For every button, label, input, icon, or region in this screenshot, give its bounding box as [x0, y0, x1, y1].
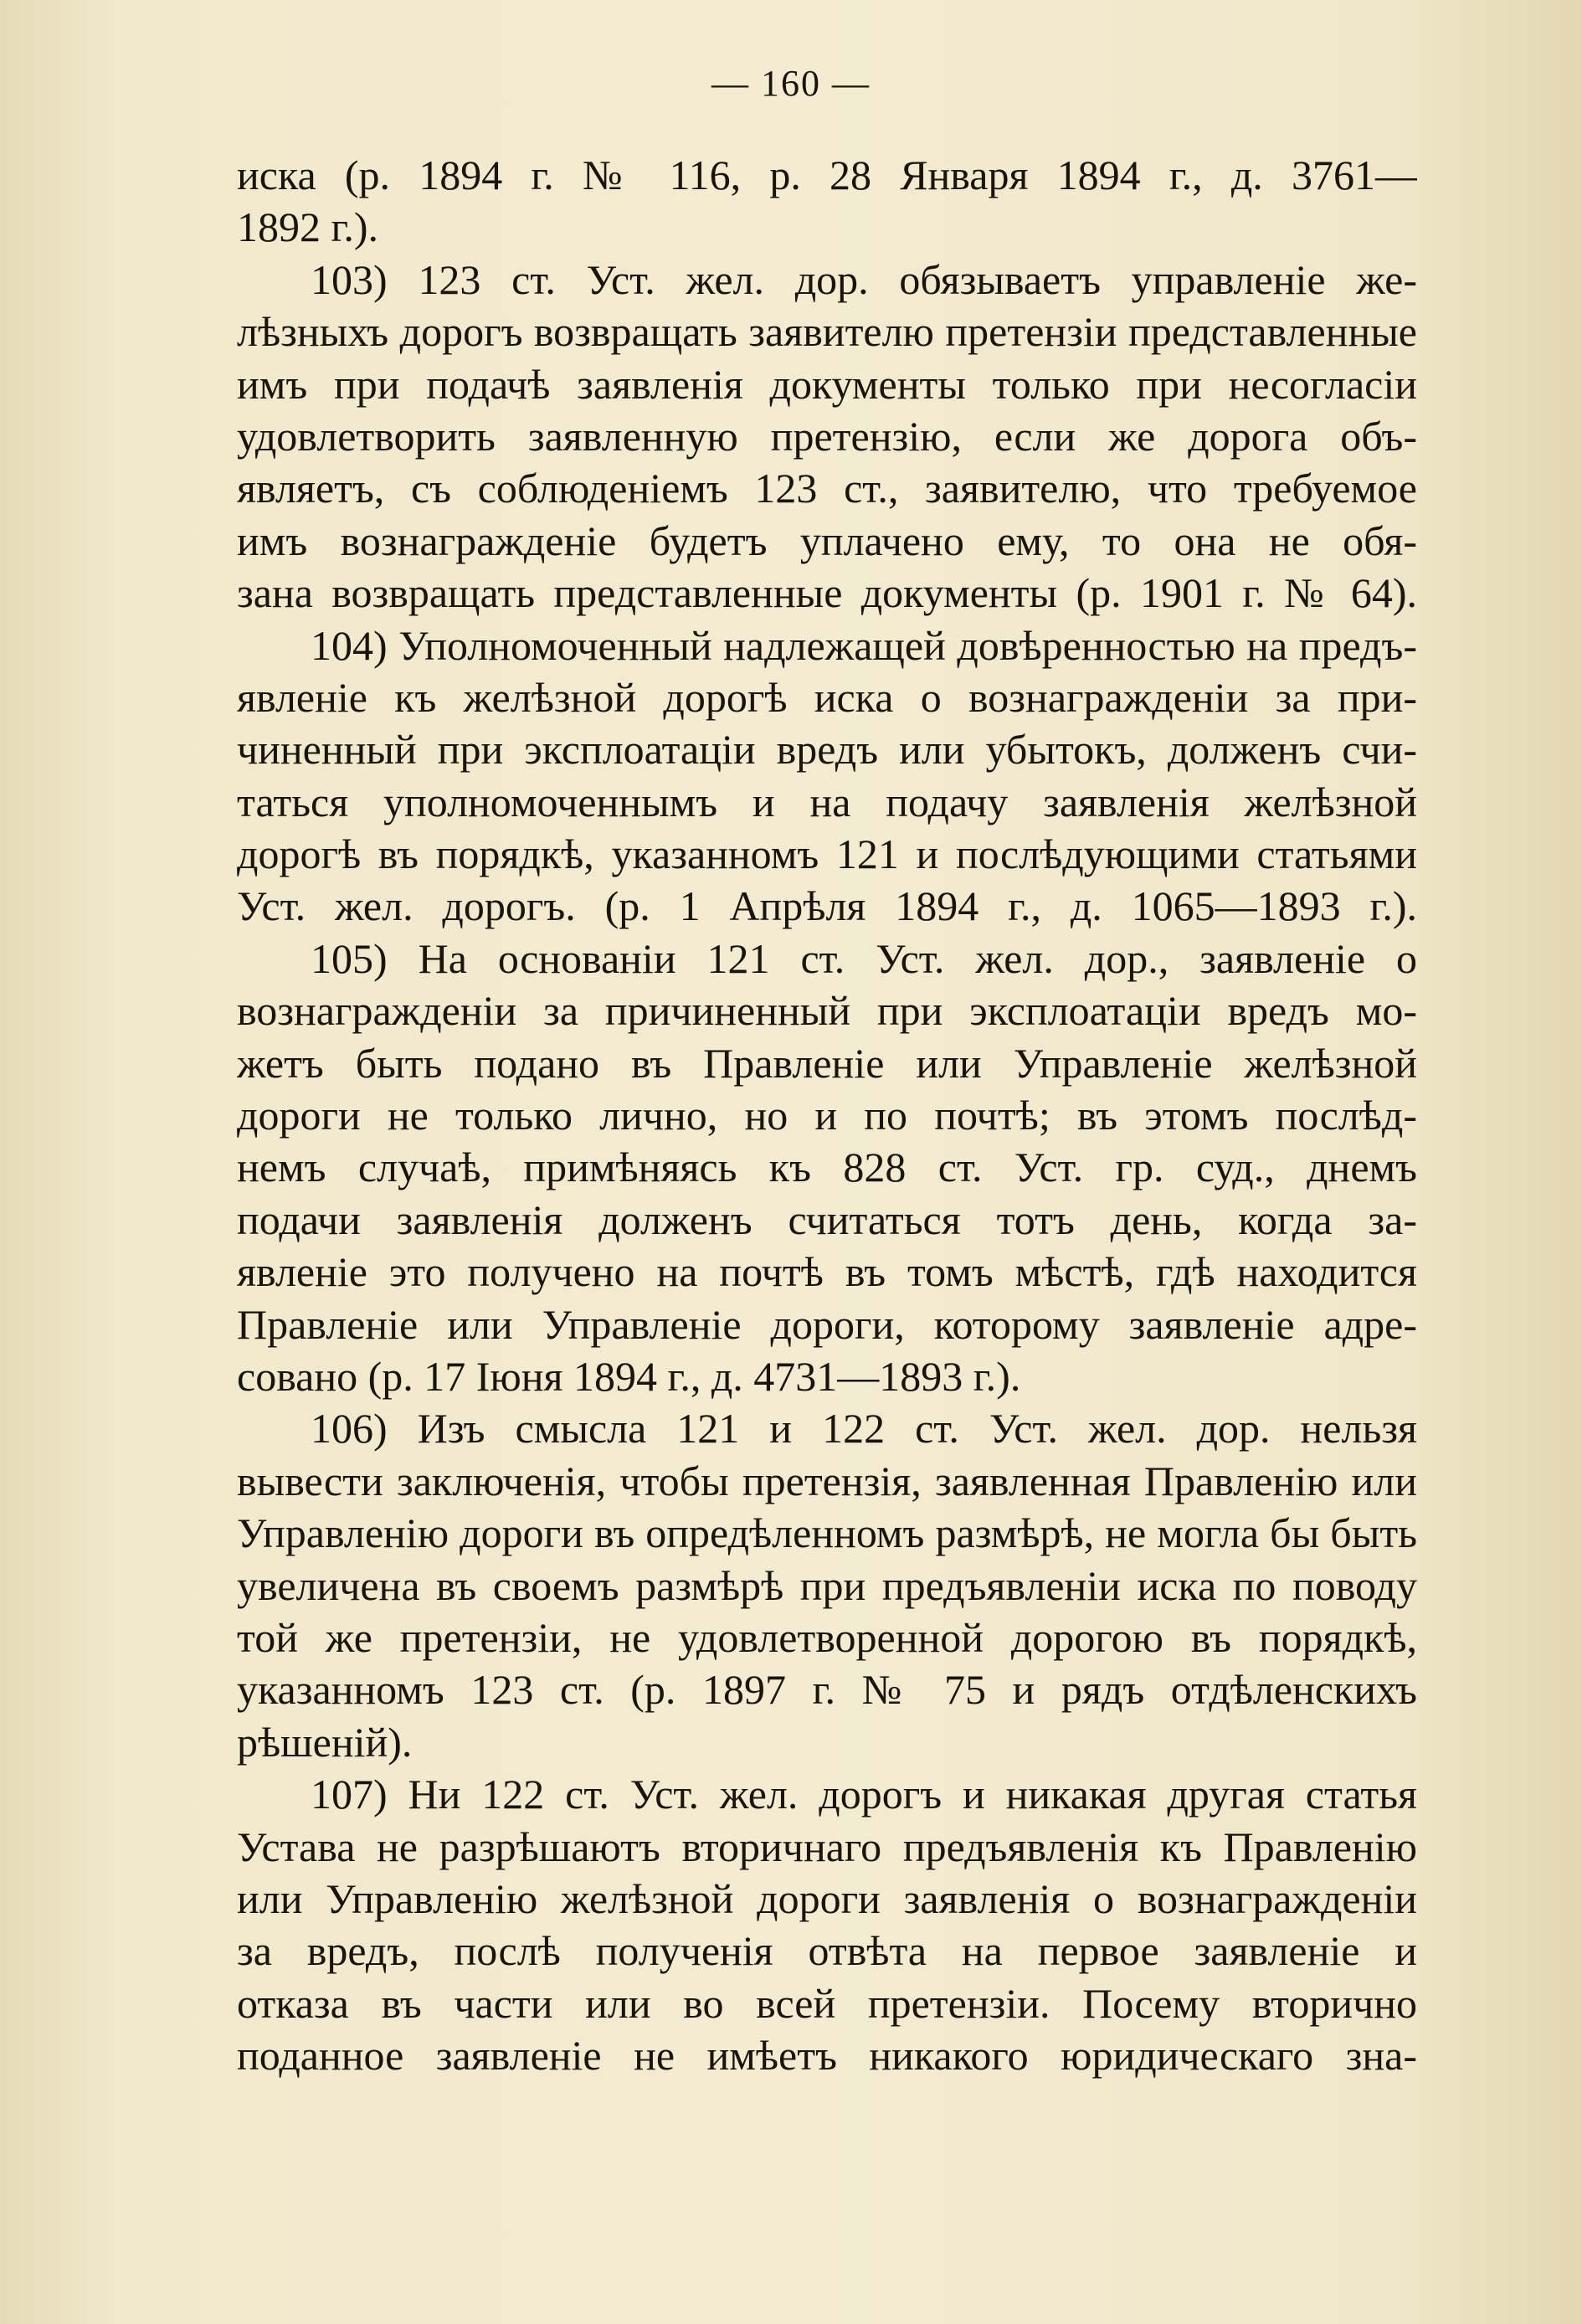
- text-line: Правленіе или Управленіе дороги, которому заявленіе адре-: [237, 1300, 1417, 1348]
- text-line: иска (р. 1894 г. № 116, р. 28 Января 1894 г., д. 3761—: [237, 152, 1417, 198]
- body-text: [237, 149, 1417, 2081]
- text-line: удовлетворить заявленную претензію, если же дорога объ-: [237, 412, 1417, 460]
- text-line: увеличена въ своемъ размѣрѣ при предъявленіи иска по поводу: [237, 1561, 1417, 1609]
- text-line: отказа въ части или во всей претензіи. Посему вторично: [237, 1979, 1417, 2027]
- text-line: поданное заявленіе не имѣетъ никакого юридическаго зна-: [237, 2032, 1417, 2080]
- text-line: немъ случаѣ, примѣняясь къ 828 ст. Уст. гр. суд., днемъ: [237, 1144, 1417, 1191]
- text-line: той же претензіи, не удовлетворенной дорогою въ порядкѣ,: [237, 1613, 1417, 1661]
- text-line: 106) Изъ смысла 121 и 122 ст. Уст. жел. дор. нельзя: [311, 1405, 1417, 1452]
- text-line: 1892 г.).: [237, 203, 379, 251]
- text-line: 105) На основаніи 121 ст. Уст. жел. дор., заявленіе о: [311, 934, 1417, 982]
- text-line: за вредъ, послѣ полученія отвѣта на первое заявленіе и: [237, 1927, 1417, 1975]
- text-line: зана возвращать представленные документы (р. 1901 г. № 64).: [237, 569, 1417, 617]
- text-line: имъ вознагражденіе будетъ уплачено ему, то она не обя-: [237, 517, 1417, 564]
- text-line: 107) Ни 122 ст. Уст. жел. дорогъ и никакая другая статья: [311, 1771, 1417, 1818]
- text-line: чиненный при эксплоатаціи вредъ или убытокъ, долженъ счи-: [237, 726, 1417, 774]
- text-line: Уст. жел. дорогъ. (р. 1 Апрѣля 1894 г., д. 1065—1893 г.).: [237, 882, 1417, 930]
- page-number: — 160 —: [711, 63, 871, 104]
- text-line: явленіе къ желѣзной дорогѣ иска о вознагражденіи за при-: [237, 673, 1417, 721]
- text-line: лѣзныхъ дорогъ возвращать заявителю претензіи представленные: [237, 308, 1417, 356]
- text-line: дорогѣ въ порядкѣ, указанномъ 121 и послѣдующими статьями: [237, 830, 1417, 878]
- text-line: дороги не только лично, но и по почтѣ; въ этомъ послѣд-: [237, 1092, 1417, 1139]
- text-line: 103) 123 ст. Уст. жел. дор. обязываетъ управленіе же-: [311, 255, 1417, 303]
- text-line: являетъ, съ соблюденіемъ 123 ст., заявителю, что требуемое: [237, 465, 1417, 512]
- text-line: таться уполномоченнымъ и на подачу заявленія желѣзной: [237, 778, 1417, 825]
- text-line: жетъ быть подано въ Правленіе или Управленіе желѣзной: [237, 1039, 1417, 1087]
- text-line: вывести заключенія, чтобы претензія, заявленная Правленію или: [237, 1457, 1417, 1504]
- text-line: Устава не разрѣшаютъ вторичнаго предъявленія къ Правленію: [237, 1823, 1417, 1870]
- text-line: подачи заявленія долженъ считаться тотъ день, когда за-: [237, 1195, 1417, 1243]
- text-line: вознагражденіи за причиненный при эксплоатаціи вредъ мо-: [237, 987, 1417, 1035]
- text-line: указанномъ 123 ст. (р. 1897 г. № 75 и рядъ отдѣленскихъ: [237, 1666, 1417, 1714]
- text-line: имъ при подачѣ заявленія документы только при несогласіи: [237, 360, 1417, 408]
- text-line: Управленію дороги въ опредѣленномъ размѣрѣ, не могла бы быть: [237, 1509, 1417, 1557]
- text-line: 104) Уполномоченный надлежащей довѣренностью на предъ-: [311, 621, 1417, 669]
- text-line: явленіе это получено на почтѣ въ томъ мѣстѣ, гдѣ находится: [237, 1248, 1417, 1296]
- text-line: или Управленію желѣзной дороги заявленія о вознагражденіи: [237, 1874, 1417, 1922]
- text-line: совано (р. 17 Іюня 1894 г., д. 4731—1893 г.).: [237, 1352, 1021, 1400]
- text-line: рѣшеній).: [237, 1718, 413, 1766]
